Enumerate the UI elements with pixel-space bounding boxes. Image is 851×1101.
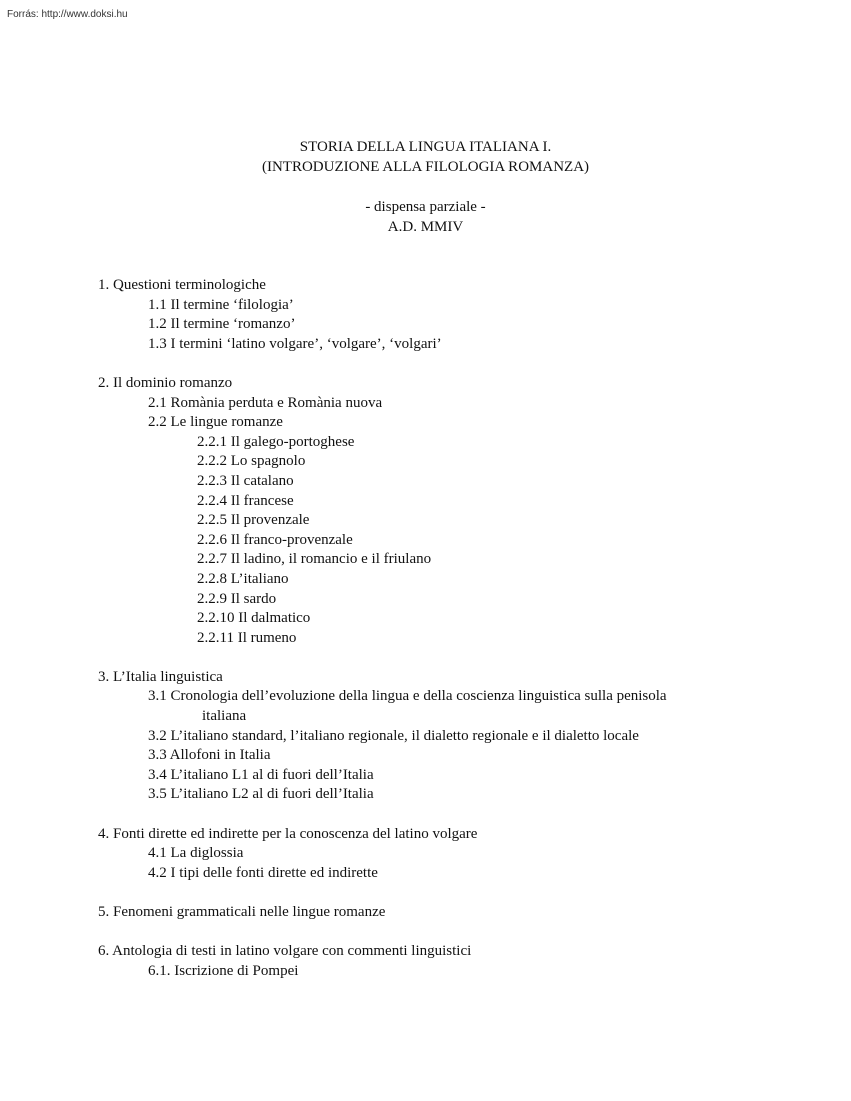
document-title: STORIA DELLA LINGUA ITALIANA I. bbox=[299, 139, 552, 155]
toc-section-1: 1. Questioni terminologiche bbox=[98, 277, 266, 293]
toc-item-1-1: 1.1 Il termine ‘filologia’ bbox=[148, 296, 294, 313]
toc-item-6-1: 6.1. Iscrizione di Pompei bbox=[148, 962, 299, 979]
toc-section-3: 3. L’Italia linguistica bbox=[98, 668, 223, 685]
toc-item-3-1: 3.1 Cronologia dell’evoluzione della lingua e della coscienza linguistica sulla penisola bbox=[148, 688, 667, 705]
document-date: A.D. MMIV bbox=[387, 219, 464, 235]
toc-section-4: 4. Fonti dirette ed indirette per la conoscenza del latino volgare bbox=[98, 825, 478, 842]
toc-item-2-1: 2.1 Romània perduta e Romània nuova bbox=[148, 394, 383, 411]
toc-subitem-2-2-1: 2.2.1 Il galego-portoghese bbox=[197, 433, 355, 450]
toc-subitem-2-2-10: 2.2.10 Il dalmatico bbox=[197, 610, 311, 627]
toc-subitem-2-2-7: 2.2.7 Il ladino, il romancio e il friulano bbox=[197, 551, 432, 568]
toc-section-5: 5. Fenomeni grammaticali nelle lingue romanze bbox=[98, 904, 386, 920]
toc-subitem-2-2-8: 2.2.8 L’italiano bbox=[197, 570, 289, 587]
toc-item-3-2: 3.2 L’italiano standard, l’italiano regionale, il dialetto regionale e il dialetto locale bbox=[148, 727, 639, 744]
toc-subitem-2-2-2: 2.2.2 Lo spagnolo bbox=[197, 453, 306, 470]
toc-subitem-2-2-6: 2.2.6 Il franco-provenzale bbox=[197, 531, 353, 548]
toc-subitem-2-2-5: 2.2.5 Il provenzale bbox=[197, 512, 310, 529]
toc-item-3-5: 3.5 L’italiano L2 al di fuori dell’Italia bbox=[148, 786, 374, 803]
toc-subitem-2-2-11: 2.2.11 Il rumeno bbox=[197, 629, 297, 646]
table-of-contents bbox=[98, 276, 798, 981]
toc-item-1-3: 1.3 I termini ‘latino volgare’, ‘volgare’, ‘volgari’ bbox=[148, 335, 442, 352]
document-subtitle: (INTRODUZIONE ALLA FILOLOGIA ROMANZA) bbox=[261, 159, 590, 175]
toc-item-3-3: 3.3 Allofoni in Italia bbox=[148, 747, 271, 764]
toc-item-3-4: 3.4 L’italiano L1 al di fuori dell’Italia bbox=[148, 766, 374, 783]
toc-subitem-2-2-4: 2.2.4 Il francese bbox=[197, 492, 294, 509]
source-label: Forrás: http://www.doksi.hu bbox=[7, 9, 128, 20]
toc-item-2-2: 2.2 Le lingue romanze bbox=[148, 414, 283, 431]
document-note: - dispensa parziale - bbox=[365, 199, 486, 215]
toc-item-1-2: 1.2 Il termine ‘romanzo’ bbox=[148, 316, 296, 333]
toc-item-4-2: 4.2 I tipi delle fonti dirette ed indirette bbox=[148, 864, 378, 881]
toc-subitem-2-2-9: 2.2.9 Il sardo bbox=[197, 590, 277, 607]
toc-section-6: 6. Antologia di testi in latino volgare con commenti linguistici bbox=[98, 943, 472, 960]
toc-item-3-1-continuation: italiana bbox=[202, 708, 247, 725]
title-block bbox=[0, 137, 851, 237]
toc-item-4-1: 4.1 La diglossia bbox=[148, 845, 244, 862]
toc-section-2: 2. Il dominio romanzo bbox=[98, 374, 233, 391]
toc-subitem-2-2-3: 2.2.3 Il catalano bbox=[197, 472, 294, 489]
